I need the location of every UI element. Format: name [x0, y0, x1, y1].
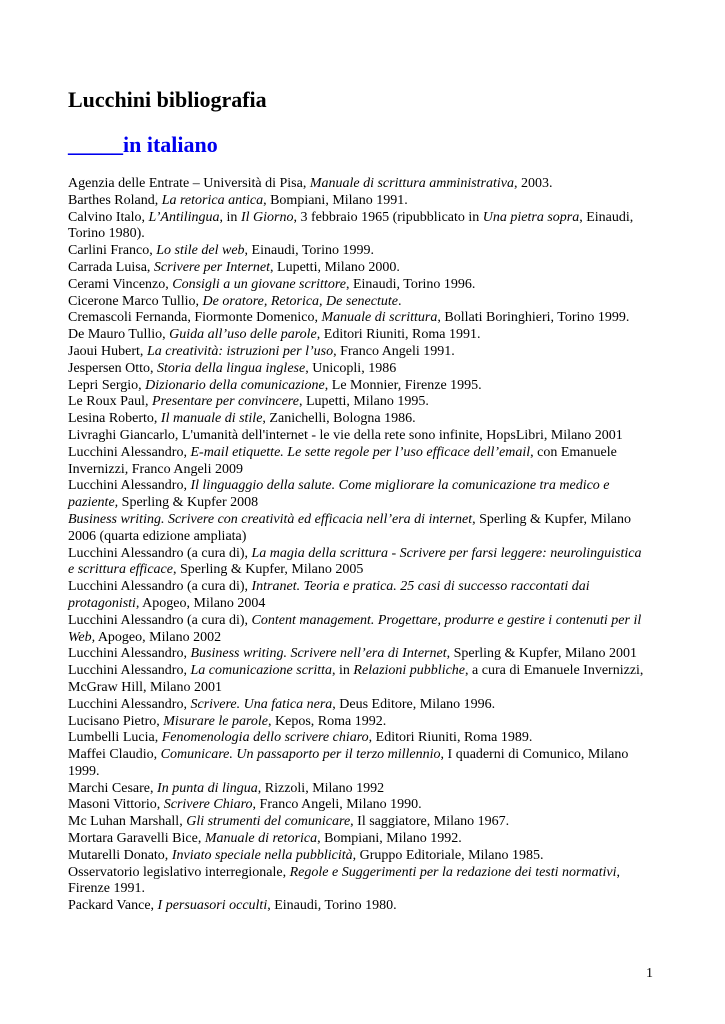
- bib-entry: [68, 613, 648, 647]
- bib-text: Jespersen Otto,: [68, 360, 158, 376]
- bib-entry: [68, 310, 648, 327]
- bib-entry: [68, 378, 648, 395]
- bib-title-text: Una pietra sopra: [482, 209, 580, 225]
- bib-title-text: E-mail etiquette. Le sette regole per l’uso efficace dell’email: [190, 444, 531, 460]
- page-number: 1: [646, 966, 653, 981]
- bib-text: Lucchini Alessandro,: [68, 444, 191, 460]
- bib-title-text: ,: [124, 461, 132, 477]
- bib-text: , Einaudi, Torino 1980).: [68, 209, 634, 242]
- bib-title-text: Misurare le parole: [163, 713, 268, 729]
- bib-entry: [68, 176, 648, 193]
- bib-entry: [68, 260, 648, 277]
- bib-entry: [68, 344, 648, 361]
- bib-text: , Bompiani, Milano 1992.: [317, 831, 462, 847]
- bib-title-text: Il Giorno: [240, 209, 294, 225]
- bib-text: Barthes Roland,: [68, 192, 162, 208]
- page-title: Lucchini bibliografia: [68, 87, 267, 112]
- bib-title-text: Inviato speciale nella pubblicità: [171, 847, 353, 863]
- bib-title-text: Gli strumenti del comunicare: [186, 814, 351, 830]
- bib-text: , I quaderni di Comunico, Milano 1999.: [68, 747, 629, 779]
- bib-text: Marchi Cesare,: [68, 780, 158, 796]
- bib-text: , Deus Editore, Milano 1996.: [332, 696, 496, 712]
- bib-text: Lucisano Pietro,: [68, 713, 164, 729]
- bib-text: Masoni Vittorio,: [68, 797, 164, 813]
- bib-text: , Le Monnier, Firenze 1995.: [324, 377, 482, 393]
- bib-text: , Rizzoli, Milano 1992: [257, 780, 385, 796]
- bib-text: Lucchini Alessandro (a cura di),: [68, 579, 252, 595]
- bib-title-text: Consigli a un giovane scrittore: [172, 276, 346, 292]
- bib-entry: [68, 697, 648, 714]
- bib-entry: [68, 730, 648, 747]
- bib-text: , Sperling & Kupfer, Milano 2006 (quarta edizione ampliata): [68, 511, 631, 544]
- bib-text: Lucchini Alessandro,: [68, 646, 191, 662]
- bib-text: Jaoui Hubert,: [68, 343, 147, 359]
- bib-entry: [68, 478, 648, 512]
- bib-text: , con Emanuele Invernizzi: [68, 444, 617, 477]
- bib-entry: [68, 546, 648, 580]
- bib-entry: [68, 831, 648, 848]
- bib-text: , Il saggiatore, Milano 1967.: [350, 814, 510, 830]
- bib-text: , a cura di Emanuele Invernizzi, McGraw Hill, Milano 2001: [68, 663, 644, 695]
- bib-title-text: Comunicare. Un passaporto per il terzo millennio: [160, 747, 441, 763]
- bib-text: , Unicopli, 1986: [305, 360, 397, 376]
- bib-text: .: [397, 293, 402, 309]
- bib-text: , Lupetti, Milano 2000.: [270, 259, 400, 275]
- bib-text: Mc Luhan Marshall,: [68, 814, 187, 830]
- bib-text: , in: [332, 663, 354, 679]
- bib-text: , Kepos, Roma 1992.: [268, 713, 387, 729]
- bib-title-text: Il linguaggio della salute. Come migliorare la comunicazione tra medico e paziente,: [68, 478, 610, 511]
- bib-entry: [68, 781, 648, 798]
- bib-text: De Mauro Tullio,: [68, 327, 170, 343]
- bib-title-text: Business writing. Scrivere con creatività ed efficacia nell’era di internet: [68, 511, 473, 527]
- bib-entry: [68, 243, 648, 260]
- bib-text: , Lupetti, Milano 1995.: [298, 394, 429, 410]
- bib-text: Lucchini Alessandro (a cura di),: [68, 545, 252, 561]
- bib-text: , Gruppo Editoriale, Milano 1985.: [352, 847, 544, 863]
- bib-text: Livraghi Giancarlo, L'umanità dell'internet - le vie della rete sono infinite, HopsLibri, Milano 2001: [68, 427, 623, 443]
- bib-text: Maffei Claudio,: [68, 747, 161, 763]
- bib-text: Calvino Italo,: [68, 209, 149, 225]
- bib-title-text: Manuale di retorica: [204, 831, 318, 847]
- section-heading: _____in italiano: [68, 132, 218, 157]
- bib-text: Lucchini Alessandro,: [68, 696, 191, 712]
- bib-text: Carrada Luisa,: [68, 259, 154, 275]
- bib-text: Osservatorio legislativo interregionale,: [68, 864, 290, 880]
- bibliography-list: [68, 176, 648, 915]
- bib-text: , Firenze 1991.: [68, 864, 620, 897]
- bib-title-text: Guida all’uso delle parole: [169, 327, 317, 343]
- bib-entry: [68, 747, 648, 781]
- bib-title-text: In punta di lingua: [157, 780, 258, 796]
- bib-title-text: Presentare per convincere: [152, 394, 299, 410]
- bib-entry: [68, 210, 648, 244]
- bib-title-text: Regole e Suggerimenti per la redazione dei testi normativi: [289, 864, 617, 880]
- bib-text: , 2003.: [514, 176, 553, 191]
- bib-text: Lepri Sergio,: [68, 377, 146, 393]
- bib-title-text: Business writing. Scrivere nell’era di Internet: [190, 646, 447, 662]
- bib-entry: [68, 865, 648, 899]
- bib-title-text: Il manuale di stile: [160, 411, 263, 427]
- bib-text: , Einaudi, Torino 1999.: [244, 243, 374, 259]
- bib-entry: [68, 579, 648, 613]
- bib-entry: [68, 428, 648, 445]
- bib-text: , Einaudi, Torino 1996.: [345, 276, 476, 292]
- bib-entry: [68, 512, 648, 546]
- bib-entry: [68, 193, 648, 210]
- bib-text: Lumbelli Lucia,: [68, 730, 162, 746]
- bib-text: Cremascoli Fernanda, Fiormonte Domenico,: [68, 310, 322, 326]
- bib-title-text: Storia della lingua inglese: [157, 360, 306, 376]
- bib-entry: [68, 797, 648, 814]
- bib-text: , Editori Riuniti, Roma 1989.: [368, 730, 533, 746]
- bib-entry: [68, 361, 648, 378]
- bib-text: Sperling & Kupfer 2008: [118, 495, 259, 511]
- bib-title-text: Scrivere per Internet: [153, 259, 271, 275]
- bib-text: Apogeo, Milano 2002: [95, 629, 222, 645]
- bib-text: , Sperling & Kupfer, Milano 2001: [446, 646, 637, 662]
- bib-text: Franco Angeli 2009: [131, 461, 243, 477]
- bib-title-text: La magia della scrittura - Scrivere per farsi leggere: neurolinguistica e scrittura efficace: [68, 545, 642, 578]
- bib-entry: [68, 411, 648, 428]
- bib-text: , 3 febbraio 1965 (ripubblicato in: [293, 209, 483, 225]
- bib-title-text: La creatività: istruzioni per l’uso: [146, 343, 334, 359]
- bib-title-text: La comunicazione scritta: [190, 663, 333, 679]
- bib-title-text: De oratore, Retorica, De senectute: [202, 293, 398, 309]
- bib-text: , Franco Angeli, Milano 1990.: [252, 797, 422, 813]
- bib-title-text: Lo stile del web: [156, 243, 245, 259]
- bib-title-text: I persuasori occulti: [157, 898, 268, 914]
- bib-text: Apogeo, Milano 2004: [139, 595, 266, 611]
- bib-text: , in: [219, 209, 241, 225]
- bib-text: , Franco Angeli 1991.: [333, 343, 455, 359]
- bib-title-text: Scrivere. Una fatica nera: [190, 696, 333, 712]
- bib-text: , Editori Riuniti, Roma 1991.: [316, 327, 481, 343]
- bib-entry: [68, 663, 648, 697]
- bib-text: Lucchini Alessandro (a cura di),: [68, 612, 252, 628]
- bib-entry: [68, 714, 648, 731]
- bib-title-text: Scrivere Chiaro: [163, 797, 253, 813]
- bib-title-text: Intranet. Teoria e pratica. 25 casi di successo raccontati dai protagonisti,: [68, 579, 590, 611]
- bib-text: , Einaudi, Torino 1980.: [267, 898, 397, 914]
- bib-text: Carlini Franco,: [68, 243, 157, 259]
- bib-entry: [68, 445, 648, 479]
- bib-title-text: Manuale di scrittura: [321, 310, 438, 326]
- bib-title-text: Manuale di scrittura amministrativa: [309, 176, 514, 191]
- bib-entry: [68, 814, 648, 831]
- bib-text: Lucchini Alessandro,: [68, 663, 191, 679]
- bib-text: Mutarelli Donato,: [68, 847, 172, 863]
- bib-title-text: Content management. Progettare, produrre e gestire i contenuti per il Web,: [68, 612, 642, 645]
- bib-text: Cicerone Marco Tullio,: [68, 293, 203, 309]
- bib-text: Lesina Roberto,: [68, 411, 161, 427]
- bib-entry: [68, 327, 648, 344]
- bib-text: Cerami Vincenzo,: [68, 276, 173, 292]
- bib-title-text: L’Antilingua: [148, 209, 220, 225]
- bib-text: , Bollati Boringhieri, Torino 1999.: [437, 310, 630, 326]
- bib-text: , Zanichelli, Bologna 1986.: [262, 411, 416, 427]
- bib-title-text: La retorica antica: [161, 192, 264, 208]
- bib-text: Lucchini Alessandro,: [68, 478, 191, 494]
- bib-title-text: Dizionario della comunicazione: [145, 377, 325, 393]
- bib-entry: [68, 646, 648, 663]
- bib-entry: [68, 277, 648, 294]
- bib-entry: [68, 848, 648, 865]
- bib-entry: [68, 294, 648, 311]
- bib-entry: [68, 394, 648, 411]
- bib-title-text: Fenomenologia dello scrivere chiaro: [161, 730, 369, 746]
- bib-title-text: Relazioni pubbliche: [353, 663, 466, 679]
- bib-entry: [68, 898, 648, 915]
- bib-text: Agenzia delle Entrate – Università di Pisa,: [68, 176, 310, 191]
- bib-text: Le Roux Paul,: [68, 394, 152, 410]
- bib-text: Mortara Garavelli Bice,: [68, 831, 205, 847]
- bib-text: Packard Vance,: [68, 898, 158, 914]
- bib-text: , Bompiani, Milano 1991.: [263, 192, 408, 208]
- bib-text: , Sperling & Kupfer, Milano 2005: [172, 562, 364, 578]
